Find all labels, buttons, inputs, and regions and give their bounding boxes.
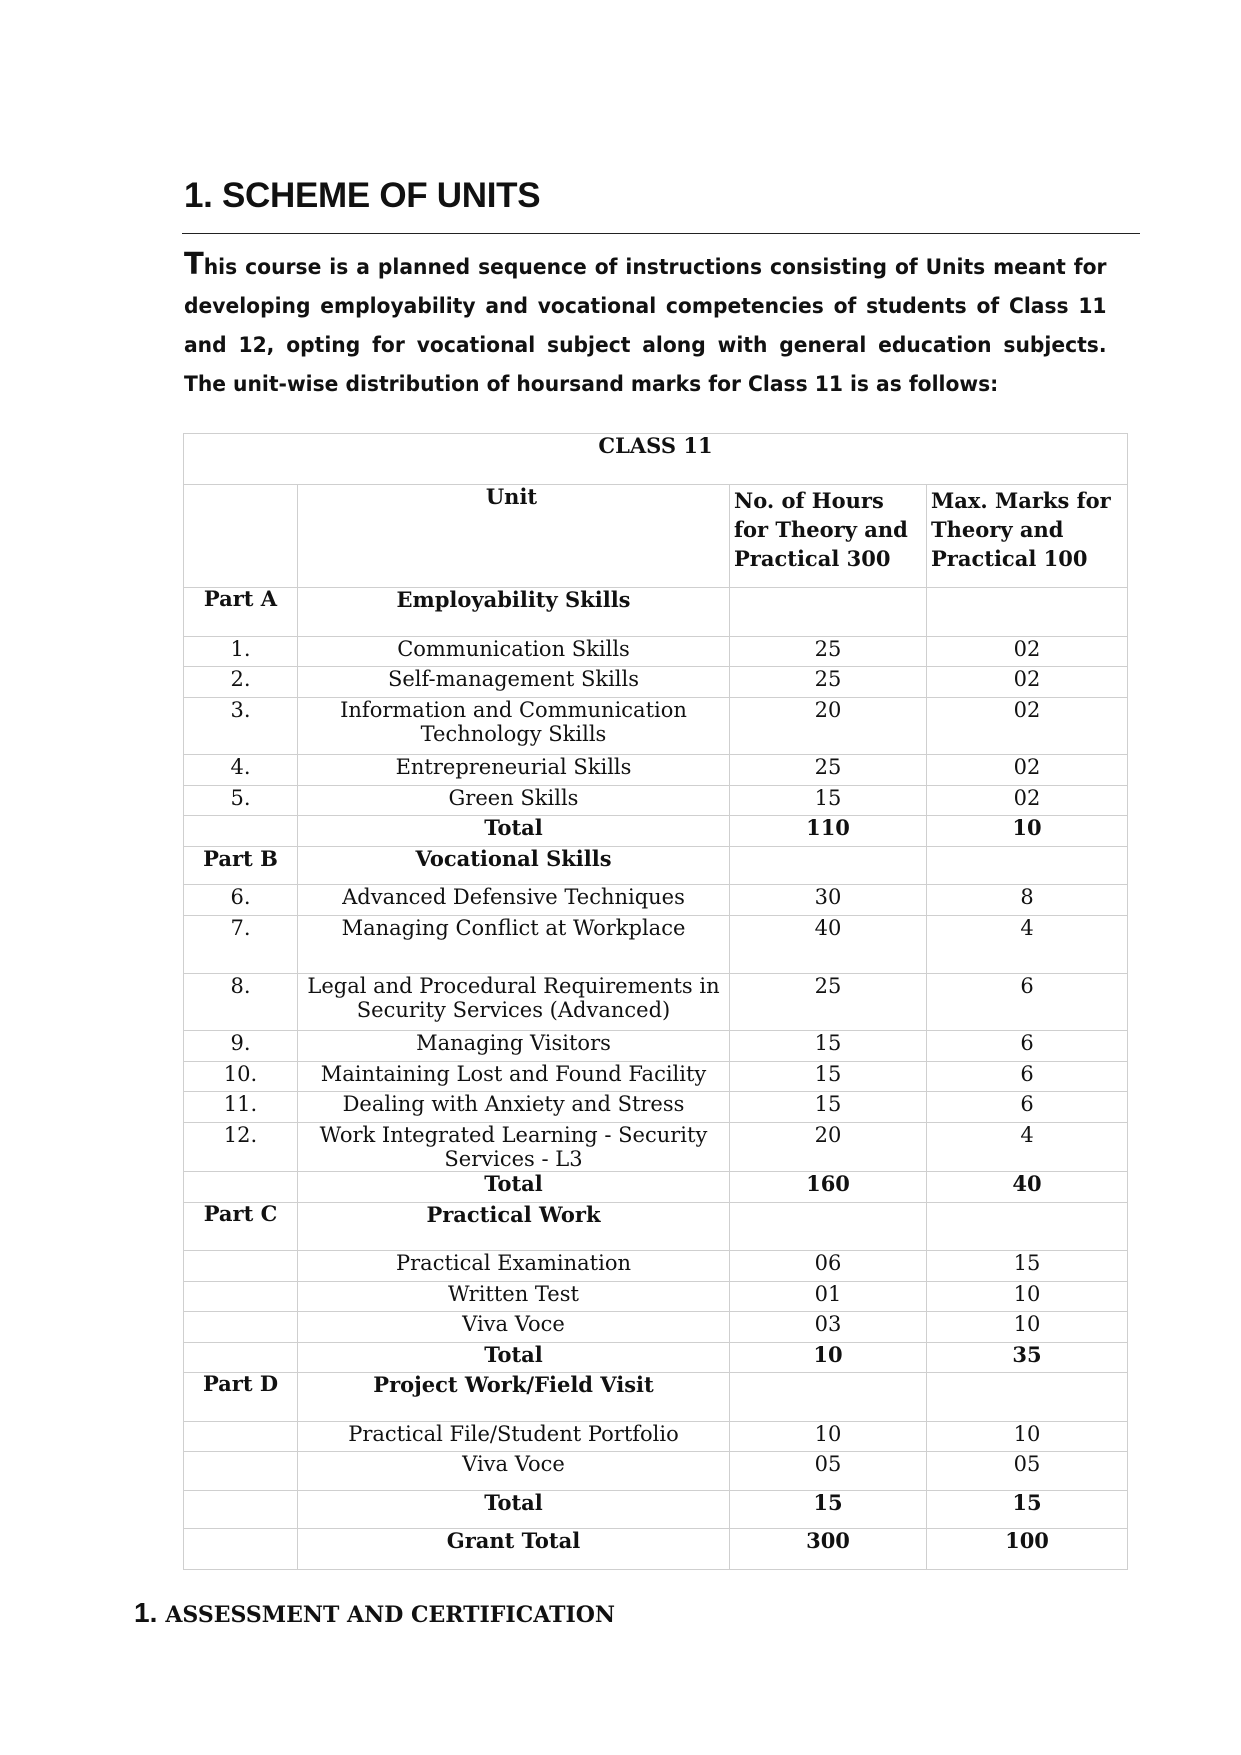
page-title: 1. SCHEME OF UNITS [184,176,541,215]
title-underline [182,233,1140,234]
marks-value: 02 [927,667,1128,697]
row-number: 2. [184,667,298,697]
marks-value [927,846,1128,885]
marks-value: 15 [927,1251,1128,1281]
hours-value: 20 [730,1122,927,1172]
table-row [184,973,1128,1031]
marks-value: 4 [927,1122,1128,1172]
unit-name: Viva Voce [298,1452,730,1491]
header-marks: Max. Marks for Theory and Practical 100 [927,484,1128,587]
row-number: 9. [184,1031,298,1061]
hours-value [730,846,927,885]
table-row [184,885,1128,915]
unit-name: Green Skills [298,785,730,815]
row-number: 6. [184,885,298,915]
unit-name: Practical Examination [298,1251,730,1281]
intro-text: his course is a planned sequence of instructions consisting of Units meant for developing employability and vocational competencies of students of Class 11 and 12, opting for vocational subject along with general education subjects. The unit-wise distribution of hoursand marks for Class 11 is as follows: [184,255,1107,396]
table-row [184,1421,1128,1451]
table-row [184,1092,1128,1122]
row-number [184,1281,298,1311]
marks-value: 6 [927,1061,1128,1091]
hours-value: 05 [730,1452,927,1491]
scheme-of-units-table [183,433,1128,1570]
row-number: 8. [184,973,298,1031]
unit-name: Vocational Skills [298,846,730,885]
table-row [184,1251,1128,1281]
hours-value: 15 [730,1031,927,1061]
hours-value: 20 [730,697,927,755]
intro-dropcap: T [184,247,204,282]
unit-name: Work Integrated Learning - Security Services - L3 [298,1122,730,1172]
table-row [184,785,1128,815]
row-number [184,1529,298,1570]
unit-name: Viva Voce [298,1312,730,1342]
unit-name: Managing Visitors [298,1031,730,1061]
hours-value: 01 [730,1281,927,1311]
unit-name: Advanced Defensive Techniques [298,885,730,915]
hours-value: 25 [730,667,927,697]
table-row [184,1281,1128,1311]
unit-name: Legal and Procedural Requirements in Security Services (Advanced) [298,973,730,1031]
hours-value [730,1202,927,1251]
marks-value: 6 [927,1031,1128,1061]
table-row [184,1061,1128,1091]
marks-value: 35 [927,1342,1128,1372]
row-number: 3. [184,697,298,755]
marks-value: 4 [927,915,1128,973]
row-number: 1. [184,636,298,666]
unit-name: Self-management Skills [298,667,730,697]
section-heading-assessment [134,1597,615,1629]
total-row [184,1172,1128,1202]
row-number: 12. [184,1122,298,1172]
unit-name: Maintaining Lost and Found Facility [298,1061,730,1091]
hours-value: 25 [730,636,927,666]
table-row [184,636,1128,666]
row-number [184,1251,298,1281]
hours-value: 160 [730,1172,927,1202]
hours-value: 10 [730,1342,927,1372]
row-number [184,1342,298,1372]
hours-value: 15 [730,1061,927,1091]
marks-value: 02 [927,785,1128,815]
marks-value: 02 [927,697,1128,755]
marks-value: 15 [927,1490,1128,1529]
hours-value: 300 [730,1529,927,1570]
unit-name: Project Work/Field Visit [298,1373,730,1422]
part-header-row [184,1373,1128,1422]
row-number: 4. [184,755,298,785]
unit-name: Employability Skills [298,588,730,637]
row-number: 5. [184,785,298,815]
unit-name: Managing Conflict at Workplace [298,915,730,973]
row-number [184,1312,298,1342]
hours-value: 110 [730,816,927,846]
hours-value: 15 [730,785,927,815]
row-number: 10. [184,1061,298,1091]
scheme-table-wrapper [183,433,1127,1570]
marks-value [927,1373,1128,1422]
hours-value: 25 [730,755,927,785]
marks-value: 02 [927,755,1128,785]
unit-name: Practical File/Student Portfolio [298,1421,730,1451]
section-number: 1. [134,1597,158,1628]
row-number: 11. [184,1092,298,1122]
marks-value: 6 [927,1092,1128,1122]
row-number [184,1421,298,1451]
hours-value [730,1373,927,1422]
part-header-row [184,846,1128,885]
hours-value: 03 [730,1312,927,1342]
part-header-row [184,1202,1128,1251]
unit-name: Grant Total [298,1529,730,1570]
hours-value: 40 [730,915,927,973]
header-blank-cell [184,484,298,587]
unit-name: Total [298,1172,730,1202]
row-number: Part A [184,588,298,637]
unit-name: Written Test [298,1281,730,1311]
total-row [184,1529,1128,1570]
table-header-row [184,484,1128,587]
row-number: Part D [184,1373,298,1422]
table-row [184,1031,1128,1061]
marks-value: 6 [927,973,1128,1031]
unit-name: Practical Work [298,1202,730,1251]
marks-value: 40 [927,1172,1128,1202]
total-row [184,1342,1128,1372]
part-header-row [184,588,1128,637]
hours-value: 25 [730,973,927,1031]
marks-value: 10 [927,1281,1128,1311]
marks-value [927,1202,1128,1251]
table-row [184,1312,1128,1342]
row-number [184,1490,298,1529]
hours-value: 15 [730,1490,927,1529]
header-unit: Unit [298,484,730,587]
row-number [184,816,298,846]
marks-value [927,588,1128,637]
marks-value: 100 [927,1529,1128,1570]
marks-value: 10 [927,1421,1128,1451]
table-row [184,667,1128,697]
table-row [184,697,1128,755]
row-number: 7. [184,915,298,973]
table-row [184,1122,1128,1172]
intro-paragraph [184,245,1107,404]
unit-name: Communication Skills [298,636,730,666]
header-hours: No. of Hours for Theory and Practical 300 [730,484,927,587]
hours-value: 10 [730,1421,927,1451]
table-caption-row [184,434,1128,485]
marks-value: 10 [927,816,1128,846]
unit-name: Total [298,1490,730,1529]
row-number [184,1452,298,1491]
unit-name: Entrepreneurial Skills [298,755,730,785]
table-row [184,1452,1128,1491]
marks-value: 02 [927,636,1128,666]
marks-value: 05 [927,1452,1128,1491]
marks-value: 10 [927,1312,1128,1342]
unit-name: Total [298,1342,730,1372]
marks-value: 8 [927,885,1128,915]
unit-name: Information and Communication Technology Skills [298,697,730,755]
hours-value: 30 [730,885,927,915]
hours-value: 15 [730,1092,927,1122]
table-row [184,915,1128,973]
table-caption: CLASS 11 [184,434,1128,485]
unit-name: Dealing with Anxiety and Stress [298,1092,730,1122]
unit-name: Total [298,816,730,846]
hours-value [730,588,927,637]
total-row [184,1490,1128,1529]
row-number [184,1172,298,1202]
section-title: ASSESSMENT AND CERTIFICATION [165,1602,616,1628]
hours-value: 06 [730,1251,927,1281]
total-row [184,816,1128,846]
row-number: Part C [184,1202,298,1251]
row-number: Part B [184,846,298,885]
table-row [184,755,1128,785]
